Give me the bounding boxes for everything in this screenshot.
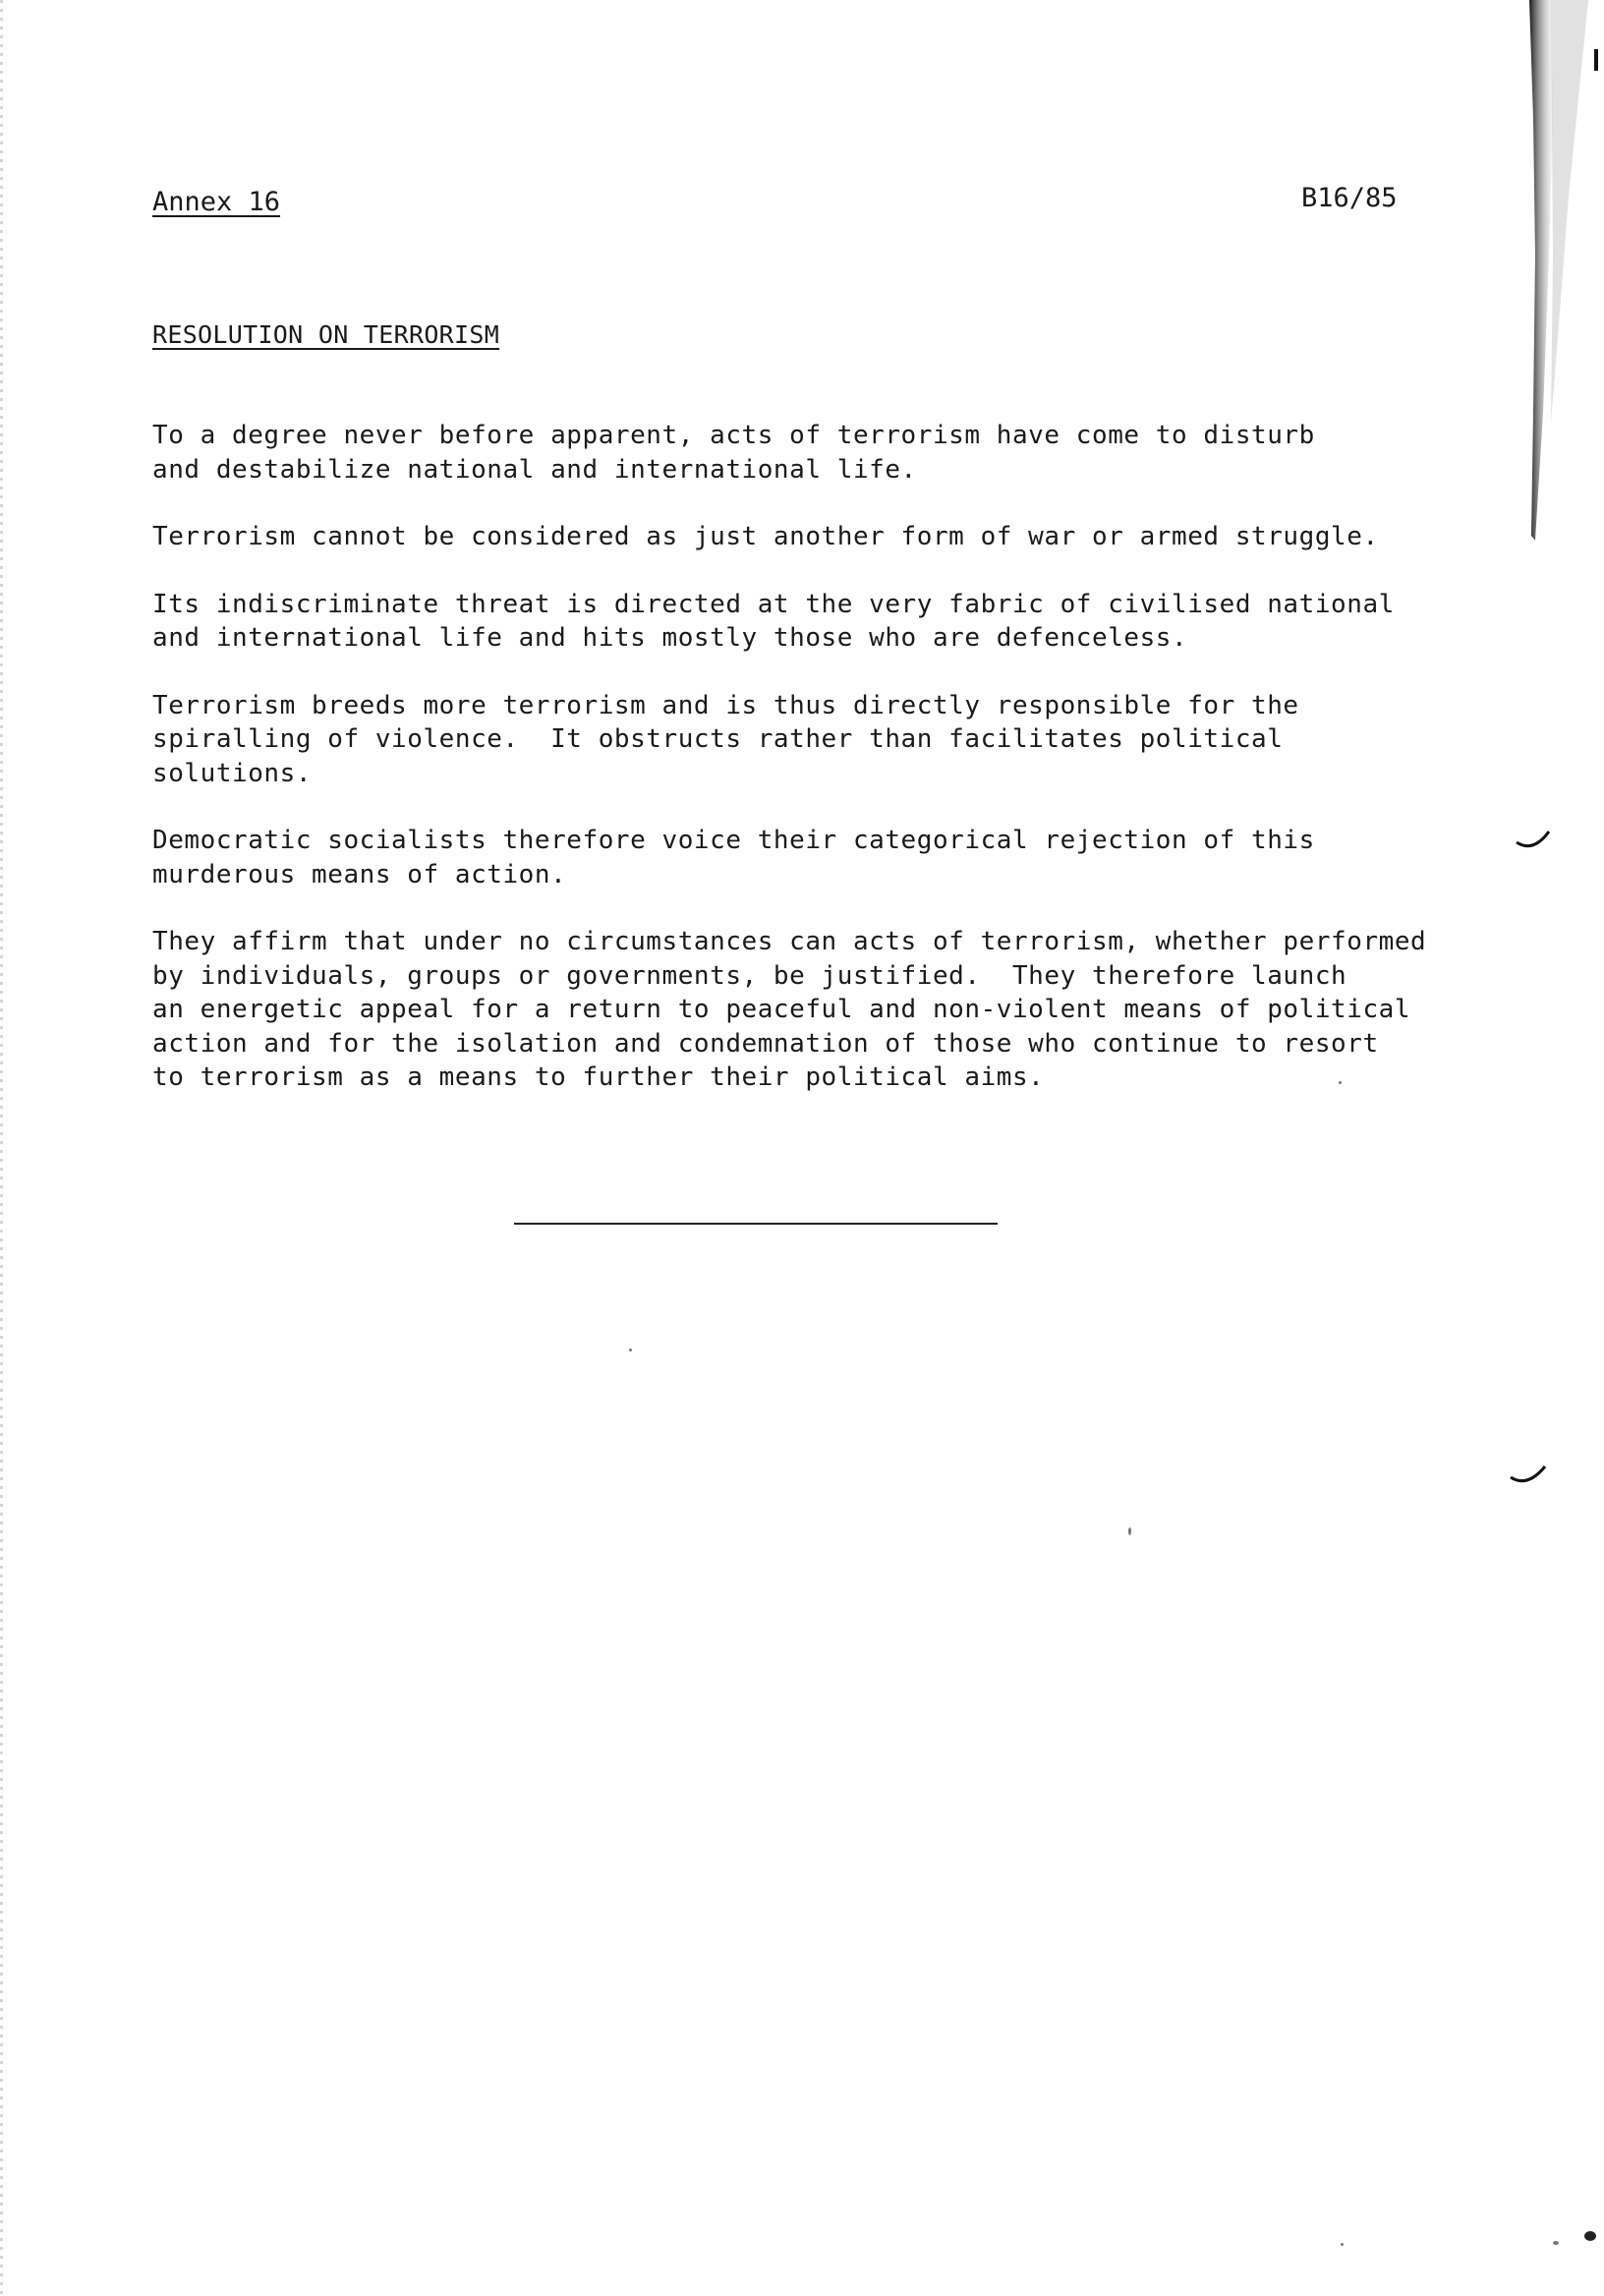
annex-label: Annex 16 [152, 187, 281, 217]
scan-speck [629, 1349, 632, 1351]
closing-rule [514, 1223, 998, 1225]
document-title: RESOLUTION ON TERRORISM [152, 320, 500, 349]
reference-code: B16/85 [1301, 183, 1398, 213]
scan-speck [1339, 1081, 1342, 1084]
check-mark-icon [1508, 1463, 1549, 1492]
scan-edge-dots [0, 0, 3, 2296]
scan-speck [1584, 2231, 1596, 2241]
paragraph: They affirm that under no circumstances can acts of terrorism, whether performed by individuals, groups or governments, be justified. They therefore launch an energetic appeal for a return to peaceful and non-violent means of political action and for the isolation and condemnation of those who continue to resort to terrorism as a means to further their political aims. [152, 927, 1427, 1092]
paragraph: Democratic socialists therefore voice their categorical rejection of this murderous means of action. [152, 826, 1315, 890]
scan-edge-shadow [1529, 0, 1604, 550]
resolution-body [152, 419, 1509, 1128]
paragraph: To a degree never before apparent, acts of terrorism have come to disturb and destabilize national and international life. [152, 421, 1315, 485]
scan-speck [1128, 1527, 1131, 1535]
check-mark-icon [1514, 826, 1553, 855]
scan-speck [1341, 2243, 1344, 2246]
paragraph: Its indiscriminate threat is directed at the very fabric of civilised national and international life and hits mostly those who are defenceless. [152, 589, 1395, 653]
scan-speck [1553, 2241, 1559, 2245]
paragraph: Terrorism cannot be considered as just another form of war or armed struggle. [152, 522, 1379, 551]
paragraph: Terrorism breeds more terrorism and is thus directly responsible for the spiralling of violence. It obstructs rather than facilitates political solutions. [152, 690, 1299, 788]
